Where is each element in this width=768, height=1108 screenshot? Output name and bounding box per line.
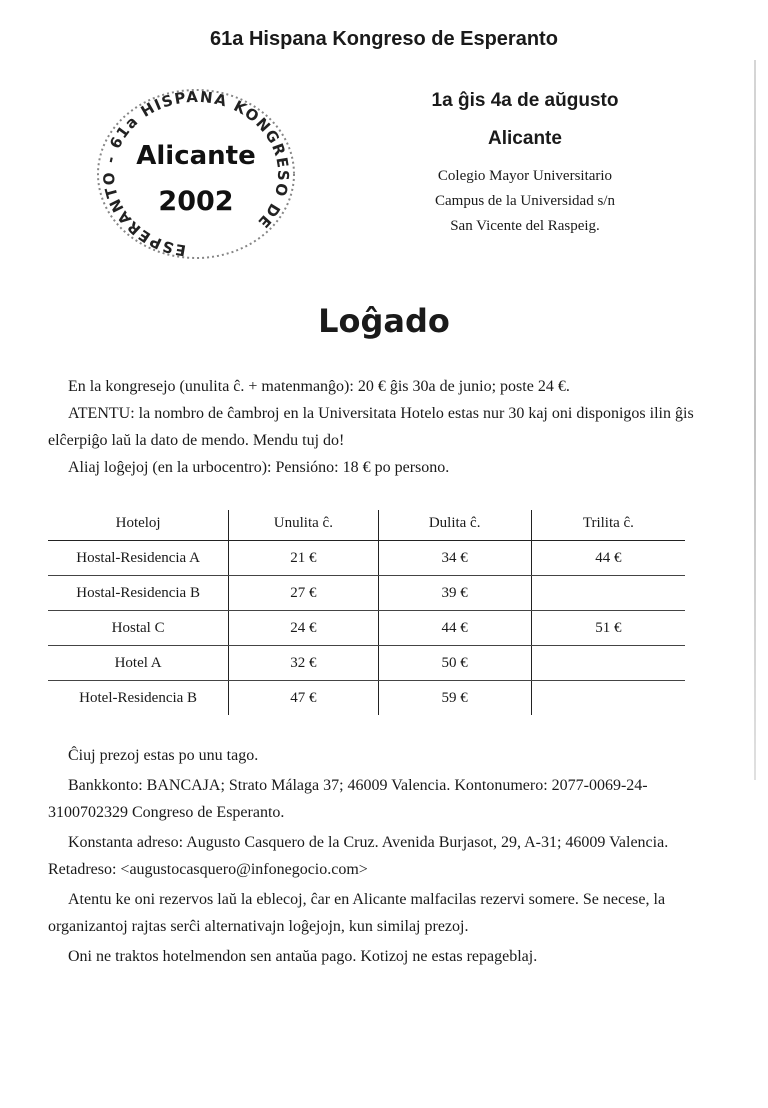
intro-paragraph: ATENTU: la nombro de ĉambroj en la Universitata Hotelo estas nur 30 kaj oni disponigos ilin ĝis elĉerpiĝo laŭ la dato de mendo. Mendu tuj do! — [48, 405, 694, 449]
hotel-name-cell: Hostal-Residencia A — [48, 541, 229, 576]
event-info — [405, 90, 645, 239]
contact-address-paragraph: Konstanta adreso: Augusto Casquero de la Cruz. Avenida Burjasot, 29, A-31; 46009 Valencia. Retadreso: <augustocasquero@infonegocio.com> — [48, 834, 669, 878]
section-title: Loĝado — [318, 302, 450, 340]
note-paragraph: Oni ne traktos hotelmendon sen antaŭa pago. Kotizoj ne estas repageblaj. — [68, 948, 538, 965]
intro-paragraph: En la kongresejo (unulita ĉ. + matenmanĝo): 20 € ĝis 30a de junio; poste 24 €. — [68, 378, 570, 395]
price-cell: 27 € — [229, 576, 378, 611]
intro-text — [48, 373, 698, 481]
stamp-year: 2002 — [158, 186, 234, 217]
note-paragraph: Ĉiuj prezoj estas po unu tago. — [68, 747, 259, 764]
price-cell: 44 € — [531, 541, 685, 576]
column-header-triple: Trilita ĉ. — [531, 510, 685, 541]
stamp-ring-text: ESPERANTO - 61a HISPANA KONGRESO DE — [99, 87, 293, 260]
venue-line: San Vicente del Raspeig. — [450, 218, 600, 234]
price-cell: 51 € — [531, 611, 685, 646]
stamp-city: Alicante — [136, 141, 256, 171]
congress-stamp-logo — [86, 86, 306, 262]
hotel-name-cell: Hotel A — [48, 646, 229, 681]
note-paragraph: Atentu ke oni rezervos laŭ la eblecoj, ĉar en Alicante malfacilas rezervi somere. Se necese, la organizantoj rajtas serĉi alternativajn loĝejojn, kun similaj prezoj. — [48, 891, 666, 935]
table-row — [48, 611, 685, 646]
price-cell: 39 € — [378, 576, 531, 611]
price-cell: 21 € — [229, 541, 378, 576]
column-header-double: Dulita ĉ. — [378, 510, 531, 541]
hotel-name-cell: Hostal C — [48, 611, 229, 646]
venue-line: Colegio Mayor Universitario — [437, 168, 613, 184]
table-header-row — [48, 510, 685, 541]
notes-block — [48, 742, 698, 973]
table-row — [48, 541, 685, 576]
congress-title: 61a Hispana Kongreso de Esperanto — [210, 28, 558, 50]
price-cell — [531, 681, 685, 716]
price-cell: 34 € — [378, 541, 531, 576]
hotel-price-table — [48, 510, 685, 715]
table-row — [48, 681, 685, 716]
price-cell: 50 € — [378, 646, 531, 681]
price-cell — [531, 576, 685, 611]
table-row — [48, 646, 685, 681]
column-header-hotels: Hoteloj — [48, 510, 229, 541]
event-city: Alicante — [488, 128, 562, 149]
price-cell: 47 € — [229, 681, 378, 716]
column-header-single: Unulita ĉ. — [229, 510, 378, 541]
price-cell: 24 € — [229, 611, 378, 646]
stamp-graphic — [86, 86, 306, 262]
price-cell: 32 € — [229, 646, 378, 681]
table-row — [48, 576, 685, 611]
price-cell: 44 € — [378, 611, 531, 646]
price-cell: 59 € — [378, 681, 531, 716]
event-dates: 1a ĝis 4a de aŭgusto — [431, 90, 619, 111]
price-cell — [531, 646, 685, 681]
venue-line: Campus de la Universidad s/n — [435, 193, 615, 209]
hotel-name-cell: Hotel-Residencia B — [79, 689, 198, 706]
hotel-name-cell: Hostal-Residencia B — [48, 576, 229, 611]
bank-account-paragraph: Bankkonto: BANCAJA; Strato Málaga 37; 46009 Valencia. Kontonumero: 2077-0069-24-3100702329 Congreso de Esperanto. — [48, 777, 648, 821]
intro-paragraph: Aliaj loĝejoj (en la urbocentro): Pensióno: 18 € po persono. — [68, 459, 450, 476]
scan-edge-line — [754, 60, 756, 780]
